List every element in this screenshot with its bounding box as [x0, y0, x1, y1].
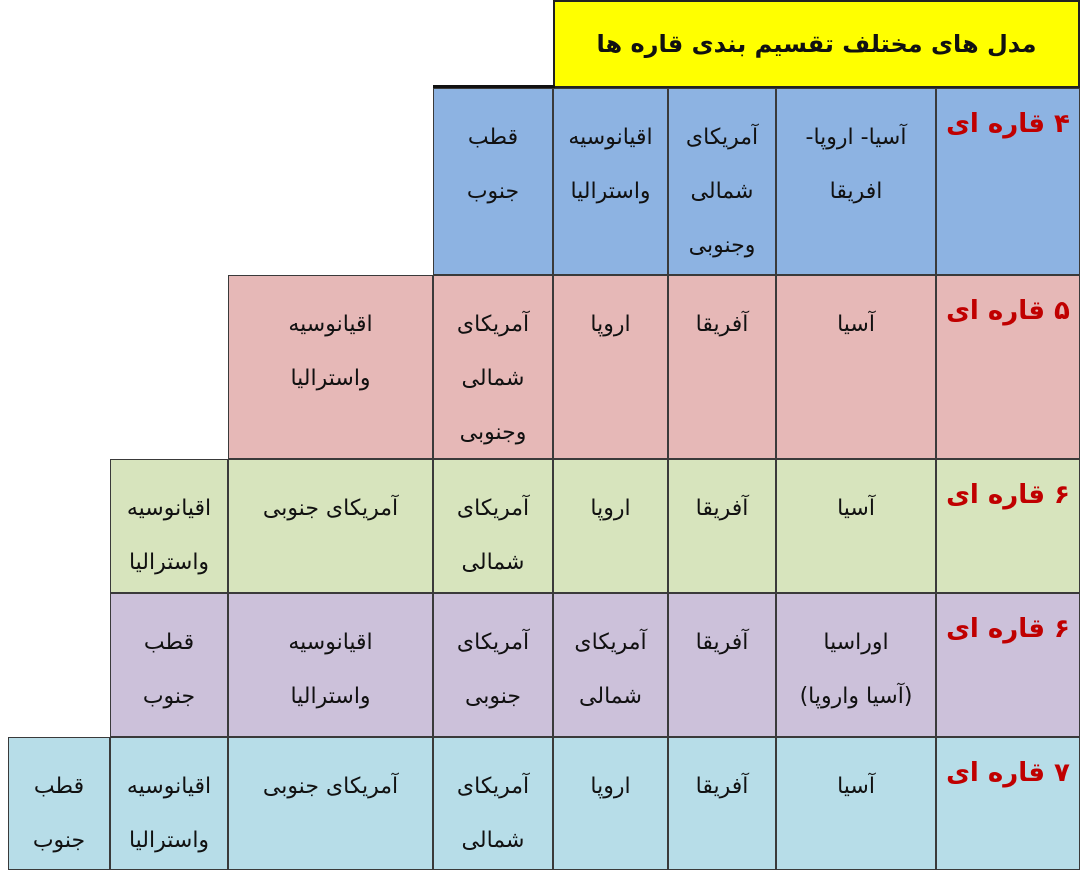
table-cell: [668, 593, 776, 737]
cell-text: [696, 760, 749, 814]
table-cell: [553, 593, 668, 737]
cell-text: [33, 760, 85, 868]
cell-text: [568, 111, 652, 219]
cell-line: قطب: [467, 125, 519, 150]
cell-line: واسترالیا: [128, 828, 210, 853]
cell-line: اقیانوسیه: [568, 125, 653, 150]
cell-text: [837, 298, 875, 352]
cell-text: [467, 111, 519, 219]
cell-text: [696, 482, 749, 536]
cell-text: [457, 298, 529, 460]
table-title: مدل های مختلف تقسیم بندی قاره ها: [553, 0, 1080, 88]
cell-text: [696, 616, 749, 670]
cell-line: جنوب: [466, 179, 520, 204]
cell-text: [288, 616, 372, 724]
cell-text: [837, 760, 875, 814]
table-cell: [228, 459, 433, 593]
cell-line: شمالی: [690, 179, 754, 204]
cell-line: آمریکای: [456, 312, 530, 337]
table-cell: [110, 593, 228, 737]
row-label: ۴ قاره ای: [936, 88, 1080, 275]
cell-line: جنوب: [142, 684, 196, 709]
table-cell: [433, 459, 553, 593]
cell-text: [457, 482, 529, 590]
table-cell: [668, 275, 776, 459]
cell-text: [806, 111, 907, 219]
cell-line: وجنوبی: [688, 233, 756, 258]
cell-text: [574, 616, 646, 724]
cell-line: آمریکای جنوبی: [262, 774, 399, 799]
cell-line: شمالی: [461, 550, 525, 575]
row-label: ۶ قاره ای: [936, 459, 1080, 593]
table-cell: [668, 459, 776, 593]
table-cell: [776, 593, 936, 737]
cell-line: افریقا: [829, 179, 883, 204]
cell-text: [800, 616, 913, 724]
table-cell: [110, 737, 228, 870]
cell-text: [263, 482, 398, 536]
row-label: ۵ قاره ای: [936, 275, 1080, 459]
cell-text: [457, 760, 529, 868]
table-cell: [668, 737, 776, 870]
cell-line: اقیانوسیه: [288, 312, 373, 337]
table-cell: [776, 459, 936, 593]
table-cell: [776, 275, 936, 459]
cell-text: [590, 482, 630, 536]
cell-line: آفریقا: [695, 774, 749, 799]
table-cell: [8, 737, 110, 870]
cell-line: آمریکای: [456, 630, 530, 655]
cell-line: اروپا: [590, 774, 631, 799]
table-cell: [433, 275, 553, 459]
cell-line: شمالی: [461, 366, 525, 391]
cell-line: آمریکای: [685, 125, 759, 150]
row-label: ۶ قاره ای: [936, 593, 1080, 737]
table-cell: [433, 737, 553, 870]
table-cell: [228, 737, 433, 870]
cell-line: واسترالیا: [290, 366, 371, 391]
cell-line: آمریکای: [574, 630, 647, 655]
cell-line: آمریکای: [456, 774, 530, 799]
cell-text: [457, 616, 529, 724]
cell-line: جنوب: [32, 828, 86, 853]
cell-text: [686, 111, 758, 273]
table-cell: [776, 737, 936, 870]
cell-line: آفریقا: [695, 630, 749, 655]
cell-line: واسترالیا: [570, 179, 651, 204]
cell-text: [837, 482, 875, 536]
cell-line: آمریکای: [456, 496, 530, 521]
cell-text: [288, 298, 372, 406]
cell-line: آسیا- اروپا-: [805, 125, 907, 150]
table-cell: [553, 88, 668, 275]
cell-line: اوراسیا: [823, 630, 889, 655]
cell-line: واسترالیا: [290, 684, 371, 709]
table-cell: [433, 88, 553, 275]
cell-text: [590, 760, 630, 814]
cell-line: آفریقا: [695, 312, 749, 337]
cell-text: [127, 760, 211, 868]
cell-line: شمالی: [579, 684, 642, 709]
table-cell: [433, 593, 553, 737]
table-cell: [553, 737, 668, 870]
cell-line: آسیا: [837, 496, 875, 521]
table-cell: [110, 459, 228, 593]
cell-line: آسیا: [837, 774, 875, 799]
cell-line: جنوبی: [464, 684, 522, 709]
cell-line: اروپا: [590, 496, 631, 521]
cell-text: [590, 298, 630, 352]
cell-line: اقیانوسیه: [126, 774, 212, 799]
cell-text: [696, 298, 749, 352]
table-cell: [553, 275, 668, 459]
cell-line: شمالی: [461, 828, 525, 853]
table-cell: [553, 459, 668, 593]
cell-line: اقیانوسیه: [126, 496, 212, 521]
cell-line: (آسیا واروپا): [799, 684, 913, 709]
cell-line: وجنوبی: [459, 420, 527, 445]
cell-line: آفریقا: [695, 496, 749, 521]
table-cell: [228, 593, 433, 737]
cell-text: [127, 482, 211, 590]
cell-line: قطب: [33, 774, 85, 799]
table-cell: [668, 88, 776, 275]
cell-line: اروپا: [590, 312, 631, 337]
table-cell: [228, 275, 433, 459]
cell-line: آمریکای جنوبی: [262, 496, 399, 521]
cell-line: اقیانوسیه: [288, 630, 373, 655]
cell-text: [143, 616, 195, 724]
cell-text: [263, 760, 398, 814]
row-label: ۷ قاره ای: [936, 737, 1080, 870]
cell-line: قطب: [143, 630, 195, 655]
cell-line: آسیا: [837, 312, 875, 337]
cell-line: واسترالیا: [128, 550, 210, 575]
table-cell: [776, 88, 936, 275]
